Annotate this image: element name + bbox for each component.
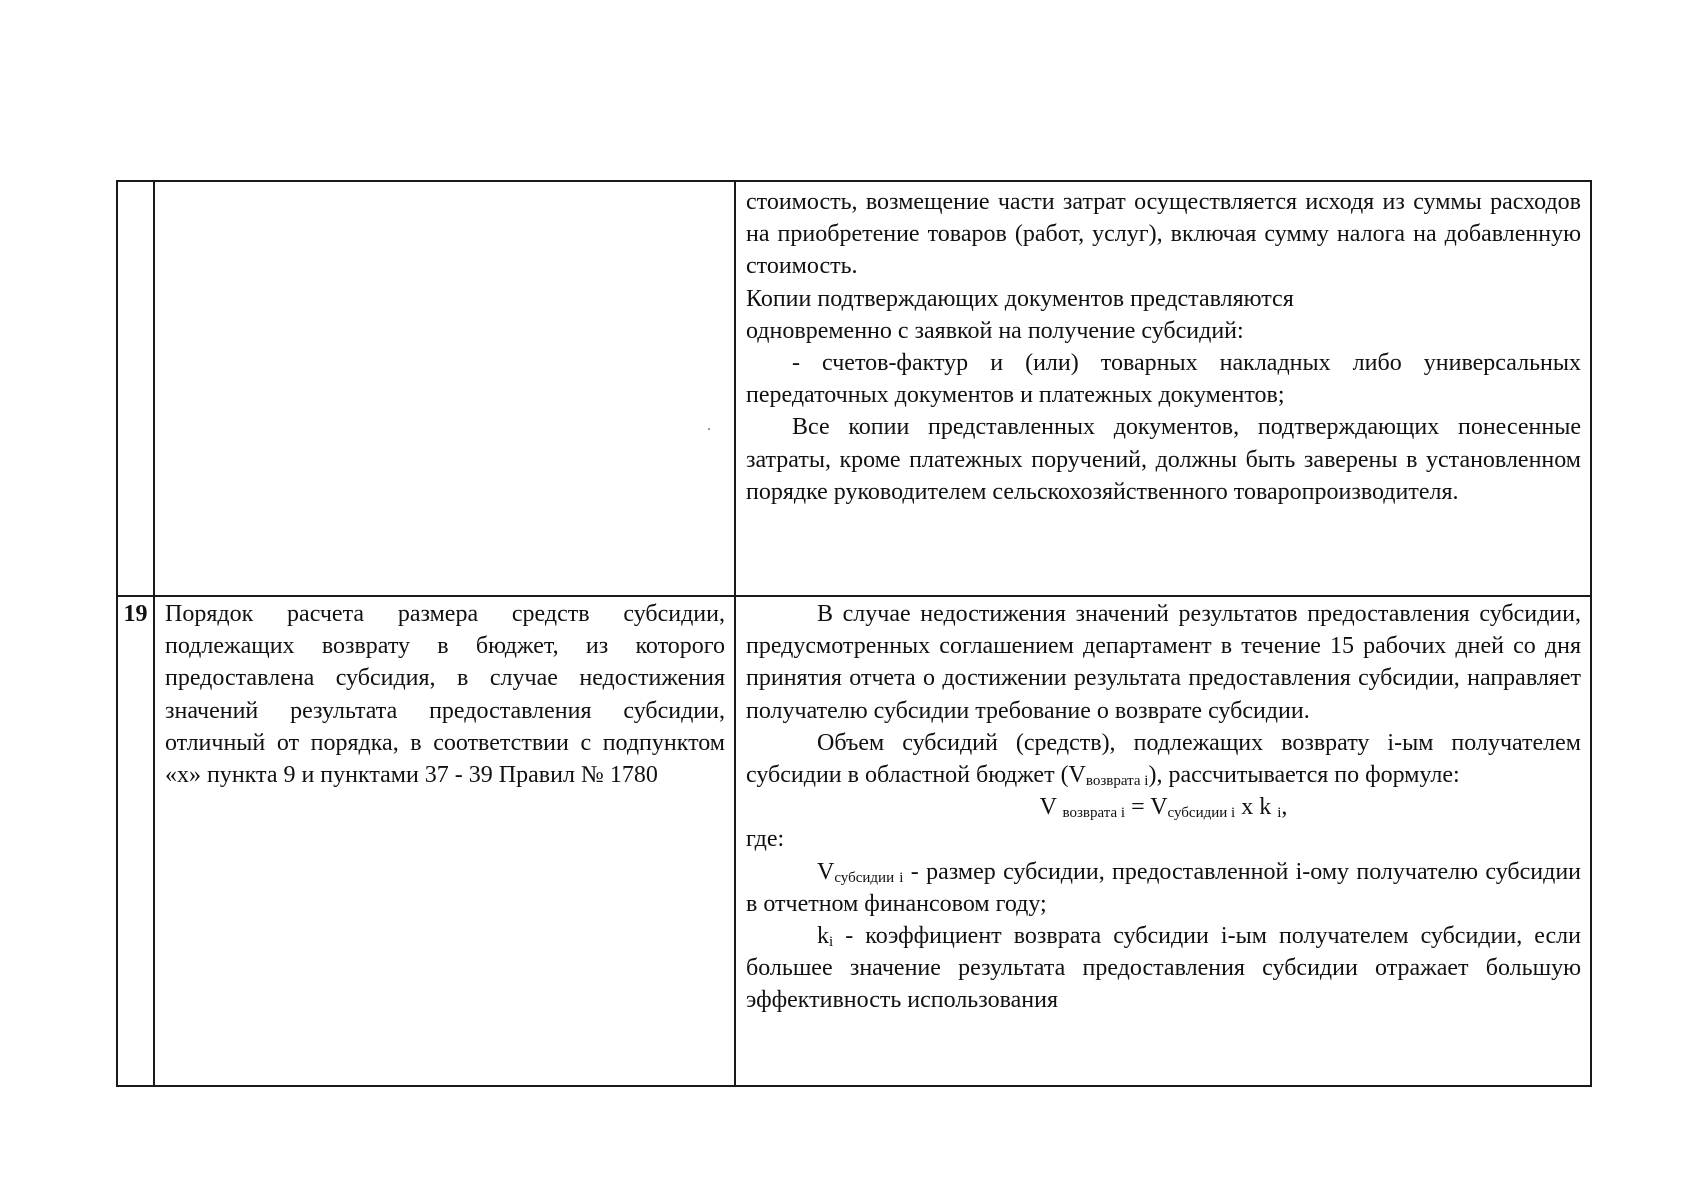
table-row-continued [117, 181, 1591, 596]
scan-speck [708, 428, 710, 430]
row-name-cell [154, 181, 735, 596]
paragraph: Копии подтверждающих документов представляются [746, 285, 1294, 312]
row-content-cell [735, 181, 1591, 596]
paragraph: одновременно с заявкой на получение субсидий: [746, 317, 1244, 344]
row-number-cell: 19 [117, 596, 154, 1086]
where-label: где: [746, 826, 785, 853]
list-item: - счетов-фактур и (или) товарных накладных либо универсальных передаточных документов и платежных документов; [746, 350, 1581, 409]
document-table [116, 180, 1592, 1087]
paragraph: стоимость, возмещение части затрат осуществляется исходя из суммы расходов на приобретение товаров (работ, услуг), включая сумму налога на добавленную стоимость. [746, 189, 1581, 280]
table-row-19 [117, 596, 1591, 1086]
row-name-cell: Порядок расчета размера средств субсидии, подлежащих возврату в бюджет, из которого предоставлена субсидия, в случае недостижения значений результата предоставления субсидии, отличный от порядка, в соответствии с подпунктом «х» пункта 9 и пунктами 37 - 39 Правил № 1780 [154, 596, 735, 1086]
row-content-cell [735, 596, 1591, 1086]
paragraph: В случае недостижения значений результатов предоставления субсидии, предусмотренных соглашением департамент в течение 15 рабочих дней со дня принятия отчета о достижении результата предоставления субсидии, направляет получателю субсидии требование о возврате субсидии. [746, 601, 1581, 724]
definition: $k_i$ - коэффициент возврата субсидии i-ым получателем субсидии, если большее значение результата предоставления субсидии отражает большую эффективность использования [746, 923, 1581, 1014]
paragraph: Все копии представленных документов, подтверждающих понесенные затраты, кроме платежных поручений, должны быть заверены в установленном порядке руководителем сельскохозяйственного товаропроизводителя. [746, 414, 1581, 505]
definition: $V_{субсидии i}$ - размер субсидии, предоставленной i-ому получателю субсидии в отчетном финансовом году; [746, 858, 1582, 917]
row-number-cell [117, 181, 154, 596]
formula: V $_{возврата i} = V_{субсидии i}$ x k $_i$, [1039, 794, 1288, 822]
paragraph: Объем субсидий (средств), подлежащих возврату i-ым получателем субсидии в областной бюджет $(V_{возврата i})$, рассчитывается по формуле: [746, 729, 1581, 790]
